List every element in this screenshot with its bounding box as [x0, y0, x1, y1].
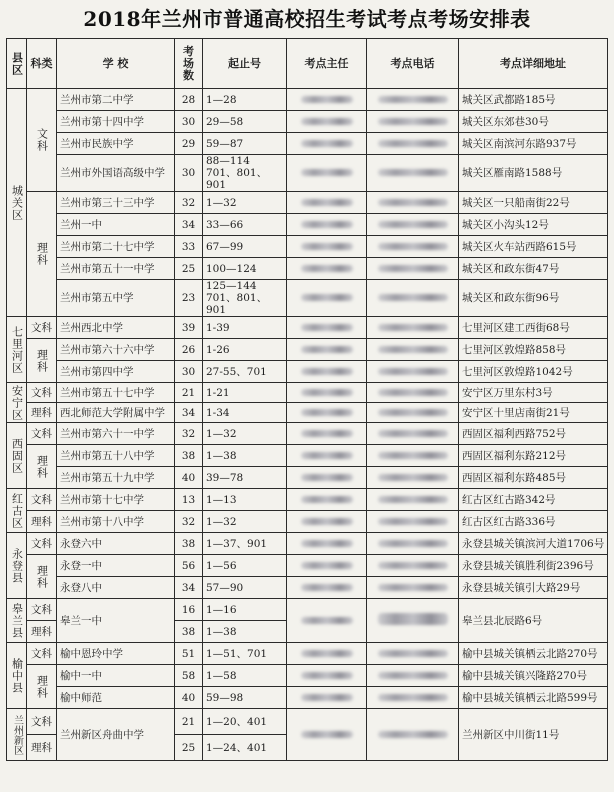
phone-cell — [367, 511, 459, 533]
redacted-phone — [378, 613, 448, 625]
header-row — [7, 39, 608, 89]
redacted-phone — [378, 199, 448, 206]
redacted-phone — [378, 518, 448, 525]
director-cell — [287, 361, 367, 383]
phone-cell — [367, 709, 459, 761]
address-cell: 西固区福利东路485号 — [459, 467, 608, 489]
redacted-director — [301, 96, 353, 103]
director-cell — [287, 383, 367, 403]
address-cell: 七里河区敦煌路1042号 — [459, 361, 608, 383]
county-cell: 榆中县 — [7, 643, 27, 709]
address-cell: 兰州新区中川街11号 — [459, 709, 608, 761]
table-row — [7, 280, 608, 317]
address-cell: 榆中县城关镇栖云北路270号 — [459, 643, 608, 665]
director-cell — [287, 445, 367, 467]
table-row — [7, 339, 608, 361]
rooms-cell: 34 — [175, 577, 203, 599]
director-cell — [287, 423, 367, 445]
school-cell: 兰州市第四中学 — [57, 361, 175, 383]
director-cell — [287, 511, 367, 533]
school-cell: 榆中师范 — [57, 687, 175, 709]
subject-cell: 文科 — [27, 89, 57, 192]
rooms-cell: 40 — [175, 687, 203, 709]
rooms-cell: 30 — [175, 361, 203, 383]
redacted-phone — [378, 265, 448, 272]
redacted-phone — [378, 650, 448, 657]
school-cell: 榆中恩玲中学 — [57, 643, 175, 665]
redacted-director — [301, 118, 353, 125]
director-cell — [287, 555, 367, 577]
phone-cell — [367, 533, 459, 555]
director-cell — [287, 403, 367, 423]
redacted-phone — [378, 731, 448, 738]
redacted-phone — [378, 474, 448, 481]
range-cell: 67—99 — [203, 236, 287, 258]
address-cell: 城关区东郊巷30号 — [459, 111, 608, 133]
school-cell: 兰州一中 — [57, 214, 175, 236]
range-cell: 29—58 — [203, 111, 287, 133]
subject-cell: 理科 — [27, 445, 57, 489]
county-cell: 皋兰县 — [7, 599, 27, 643]
rooms-cell: 38 — [175, 445, 203, 467]
county-cell: 西固区 — [7, 423, 27, 489]
rooms-cell: 51 — [175, 643, 203, 665]
school-cell: 兰州市第五十九中学 — [57, 467, 175, 489]
range-cell: 27-55、701 — [203, 361, 287, 383]
range-cell: 1—24、401 — [203, 735, 287, 761]
range-cell: 1—16 — [203, 599, 287, 621]
school-cell: 兰州市第五十八中学 — [57, 445, 175, 467]
school-cell: 兰州市第二十七中学 — [57, 236, 175, 258]
range-cell: 57—90 — [203, 577, 287, 599]
redacted-director — [301, 518, 353, 525]
rooms-cell: 34 — [175, 214, 203, 236]
redacted-phone — [378, 540, 448, 547]
redacted-director — [301, 243, 353, 250]
address-cell: 红古区红古路342号 — [459, 489, 608, 511]
table-row — [7, 214, 608, 236]
school-cell: 兰州市第五十七中学 — [57, 383, 175, 403]
header-range: 起止号 — [203, 39, 287, 89]
range-cell: 1—32 — [203, 192, 287, 214]
redacted-director — [301, 540, 353, 547]
redacted-director — [301, 617, 353, 624]
phone-cell — [367, 643, 459, 665]
phone-cell — [367, 361, 459, 383]
header-school: 学 校 — [57, 39, 175, 89]
redacted-director — [301, 199, 353, 206]
redacted-phone — [378, 452, 448, 459]
rooms-cell: 28 — [175, 89, 203, 111]
phone-cell — [367, 89, 459, 111]
header-director: 考点主任 — [287, 39, 367, 89]
table-row — [7, 665, 608, 687]
phone-cell — [367, 445, 459, 467]
school-cell: 兰州西北中学 — [57, 317, 175, 339]
table-row — [7, 155, 608, 192]
range-cell: 39—78 — [203, 467, 287, 489]
range-cell: 1—38 — [203, 445, 287, 467]
phone-cell — [367, 687, 459, 709]
address-cell: 城关区一只船南街22号 — [459, 192, 608, 214]
address-cell: 七里河区敦煌路858号 — [459, 339, 608, 361]
redacted-phone — [378, 694, 448, 701]
range-cell: 59—98 — [203, 687, 287, 709]
range-cell: 1-26 — [203, 339, 287, 361]
phone-cell — [367, 214, 459, 236]
redacted-director — [301, 430, 353, 437]
range-cell: 125—144 701、801、901 — [203, 280, 287, 317]
subject-cell: 理科 — [27, 621, 57, 643]
address-cell: 红古区红古路336号 — [459, 511, 608, 533]
phone-cell — [367, 599, 459, 643]
subject-cell: 理科 — [27, 403, 57, 423]
rooms-cell: 33 — [175, 236, 203, 258]
school-cell: 兰州市第三十三中学 — [57, 192, 175, 214]
address-cell: 城关区武都路185号 — [459, 89, 608, 111]
redacted-director — [301, 368, 353, 375]
table-row — [7, 555, 608, 577]
rooms-cell: 32 — [175, 511, 203, 533]
phone-cell — [367, 403, 459, 423]
rooms-cell: 21 — [175, 383, 203, 403]
range-cell: 1-21 — [203, 383, 287, 403]
phone-cell — [367, 383, 459, 403]
rooms-cell: 21 — [175, 709, 203, 735]
school-cell: 兰州市第六十六中学 — [57, 339, 175, 361]
redacted-director — [301, 650, 353, 657]
phone-cell — [367, 555, 459, 577]
range-cell: 1—38 — [203, 621, 287, 643]
redacted-phone — [378, 409, 448, 416]
director-cell — [287, 89, 367, 111]
redacted-director — [301, 584, 353, 591]
school-cell: 兰州市第十四中学 — [57, 111, 175, 133]
director-cell — [287, 155, 367, 192]
subject-cell: 文科 — [27, 423, 57, 445]
director-cell — [287, 317, 367, 339]
school-cell: 兰州市第六十一中学 — [57, 423, 175, 445]
phone-cell — [367, 280, 459, 317]
address-cell: 西固区福利东路212号 — [459, 445, 608, 467]
header-address: 考点详细地址 — [459, 39, 608, 89]
redacted-director — [301, 221, 353, 228]
redacted-phone — [378, 118, 448, 125]
range-cell: 59—87 — [203, 133, 287, 155]
redacted-director — [301, 731, 353, 738]
table-row — [7, 687, 608, 709]
header-rooms: 考场数 — [175, 39, 203, 89]
redacted-phone — [378, 221, 448, 228]
redacted-director — [301, 169, 353, 176]
county-cell: 安宁区 — [7, 383, 27, 423]
redacted-director — [301, 346, 353, 353]
table-row — [7, 445, 608, 467]
redacted-phone — [378, 294, 448, 301]
redacted-director — [301, 496, 353, 503]
school-cell: 兰州新区舟曲中学 — [57, 709, 175, 761]
county-cell: 城关区 — [7, 89, 27, 317]
address-cell: 永登县城关镇滨河大道1706号 — [459, 533, 608, 555]
director-cell — [287, 599, 367, 643]
redacted-phone — [378, 562, 448, 569]
table-row — [7, 361, 608, 383]
redacted-director — [301, 452, 353, 459]
table-row — [7, 192, 608, 214]
table-row — [7, 599, 608, 621]
phone-cell — [367, 423, 459, 445]
rooms-cell: 32 — [175, 192, 203, 214]
redacted-phone — [378, 389, 448, 396]
table-row — [7, 577, 608, 599]
range-cell: 1—37、901 — [203, 533, 287, 555]
school-cell: 兰州市第十八中学 — [57, 511, 175, 533]
redacted-phone — [378, 169, 448, 176]
school-cell: 榆中一中 — [57, 665, 175, 687]
school-cell: 永登六中 — [57, 533, 175, 555]
redacted-phone — [378, 346, 448, 353]
range-cell: 1—56 — [203, 555, 287, 577]
director-cell — [287, 709, 367, 761]
subject-cell: 理科 — [27, 192, 57, 317]
redacted-phone — [378, 430, 448, 437]
address-cell: 永登县城关镇引大路29号 — [459, 577, 608, 599]
redacted-director — [301, 672, 353, 679]
range-cell: 1—32 — [203, 423, 287, 445]
director-cell — [287, 533, 367, 555]
redacted-phone — [378, 584, 448, 591]
phone-cell — [367, 192, 459, 214]
subject-cell: 理科 — [27, 555, 57, 599]
table-row — [7, 709, 608, 735]
address-cell: 城关区和政东街96号 — [459, 280, 608, 317]
table-row — [7, 258, 608, 280]
phone-cell — [367, 155, 459, 192]
redacted-phone — [378, 96, 448, 103]
subject-cell: 理科 — [27, 511, 57, 533]
address-cell: 西固区福利西路752号 — [459, 423, 608, 445]
phone-cell — [367, 467, 459, 489]
director-cell — [287, 192, 367, 214]
page-title: 2018年兰州市普通高校招生考试考点考场安排表 — [83, 7, 531, 31]
school-cell: 兰州市第五十一中学 — [57, 258, 175, 280]
county-cell: 兰州新区 — [7, 709, 27, 761]
director-cell — [287, 339, 367, 361]
subject-cell: 文科 — [27, 533, 57, 555]
redacted-director — [301, 389, 353, 396]
subject-cell: 文科 — [27, 489, 57, 511]
range-cell: 100—124 — [203, 258, 287, 280]
range-cell: 1—51、701 — [203, 643, 287, 665]
table-row — [7, 111, 608, 133]
phone-cell — [367, 317, 459, 339]
range-cell: 1—32 — [203, 511, 287, 533]
subject-cell: 理科 — [27, 735, 57, 761]
school-cell: 兰州市民族中学 — [57, 133, 175, 155]
subject-cell: 文科 — [27, 317, 57, 339]
rooms-cell: 40 — [175, 467, 203, 489]
school-cell: 永登八中 — [57, 577, 175, 599]
redacted-director — [301, 694, 353, 701]
range-cell: 1—13 — [203, 489, 287, 511]
county-cell: 红古区 — [7, 489, 27, 533]
rooms-cell: 30 — [175, 111, 203, 133]
table-row — [7, 423, 608, 445]
school-cell: 兰州市第十七中学 — [57, 489, 175, 511]
rooms-cell: 23 — [175, 280, 203, 317]
rooms-cell: 25 — [175, 258, 203, 280]
director-cell — [287, 665, 367, 687]
redacted-phone — [378, 368, 448, 375]
school-cell: 兰州市第二中学 — [57, 89, 175, 111]
director-cell — [287, 258, 367, 280]
subject-cell: 理科 — [27, 665, 57, 709]
phone-cell — [367, 665, 459, 687]
director-cell — [287, 111, 367, 133]
header-phone: 考点电话 — [367, 39, 459, 89]
subject-cell: 文科 — [27, 643, 57, 665]
rooms-cell: 58 — [175, 665, 203, 687]
range-cell: 1—20、401 — [203, 709, 287, 735]
table-row — [7, 236, 608, 258]
director-cell — [287, 489, 367, 511]
range-cell: 33—66 — [203, 214, 287, 236]
address-cell: 城关区火车站西路615号 — [459, 236, 608, 258]
rooms-cell: 32 — [175, 423, 203, 445]
county-cell: 永登县 — [7, 533, 27, 599]
rooms-cell: 38 — [175, 533, 203, 555]
phone-cell — [367, 339, 459, 361]
redacted-director — [301, 474, 353, 481]
director-cell — [287, 643, 367, 665]
address-cell: 皋兰县北辰路6号 — [459, 599, 608, 643]
table-row — [7, 317, 608, 339]
phone-cell — [367, 111, 459, 133]
director-cell — [287, 133, 367, 155]
table-row — [7, 489, 608, 511]
address-cell: 城关区雁南路1588号 — [459, 155, 608, 192]
table-row — [7, 533, 608, 555]
rooms-cell: 26 — [175, 339, 203, 361]
table-row — [7, 403, 608, 423]
school-cell: 永登一中 — [57, 555, 175, 577]
table-row — [7, 133, 608, 155]
table-row — [7, 383, 608, 403]
rooms-cell: 29 — [175, 133, 203, 155]
phone-cell — [367, 489, 459, 511]
rooms-cell: 39 — [175, 317, 203, 339]
redacted-phone — [378, 672, 448, 679]
subject-cell: 文科 — [27, 383, 57, 403]
redacted-director — [301, 140, 353, 147]
rooms-cell: 13 — [175, 489, 203, 511]
table-row — [7, 467, 608, 489]
rooms-cell: 56 — [175, 555, 203, 577]
county-cell: 七里河区 — [7, 317, 27, 383]
address-cell: 永登县城关镇胜利街2396号 — [459, 555, 608, 577]
school-cell: 兰州市外国语高级中学 — [57, 155, 175, 192]
header-subject: 科类 — [27, 39, 57, 89]
redacted-director — [301, 265, 353, 272]
phone-cell — [367, 258, 459, 280]
redacted-phone — [378, 140, 448, 147]
address-cell: 七里河区建工西街68号 — [459, 317, 608, 339]
redacted-director — [301, 562, 353, 569]
rooms-cell: 25 — [175, 735, 203, 761]
range-cell: 1-39 — [203, 317, 287, 339]
table-row — [7, 643, 608, 665]
table-row — [7, 511, 608, 533]
director-cell — [287, 280, 367, 317]
redacted-phone — [378, 324, 448, 331]
redacted-phone — [378, 496, 448, 503]
header-county: 县区 — [7, 39, 27, 89]
range-cell: 1-34 — [203, 403, 287, 423]
address-cell: 安宁区万里东村3号 — [459, 383, 608, 403]
rooms-cell: 34 — [175, 403, 203, 423]
address-cell: 榆中县城关镇兴隆路270号 — [459, 665, 608, 687]
rooms-cell: 38 — [175, 621, 203, 643]
exam-site-table — [6, 38, 608, 761]
address-cell: 城关区和政东街47号 — [459, 258, 608, 280]
rooms-cell: 30 — [175, 155, 203, 192]
range-cell: 1—28 — [203, 89, 287, 111]
director-cell — [287, 214, 367, 236]
subject-cell: 文科 — [27, 599, 57, 621]
school-cell: 兰州市第五中学 — [57, 280, 175, 317]
director-cell — [287, 577, 367, 599]
director-cell — [287, 467, 367, 489]
address-cell: 城关区南滨河东路937号 — [459, 133, 608, 155]
range-cell: 88—114 701、801、901 — [203, 155, 287, 192]
redacted-phone — [378, 243, 448, 250]
address-cell: 榆中县城关镇栖云北路599号 — [459, 687, 608, 709]
phone-cell — [367, 236, 459, 258]
address-cell: 城关区小沟头12号 — [459, 214, 608, 236]
school-cell: 西北师范大学附属中学 — [57, 403, 175, 423]
rooms-cell: 16 — [175, 599, 203, 621]
redacted-director — [301, 294, 353, 301]
address-cell: 安宁区十里店南街21号 — [459, 403, 608, 423]
director-cell — [287, 236, 367, 258]
range-cell: 1—58 — [203, 665, 287, 687]
redacted-director — [301, 324, 353, 331]
subject-cell: 文科 — [27, 709, 57, 735]
phone-cell — [367, 577, 459, 599]
school-cell: 皋兰一中 — [57, 599, 175, 643]
director-cell — [287, 687, 367, 709]
redacted-director — [301, 409, 353, 416]
subject-cell: 理科 — [27, 339, 57, 383]
table-row — [7, 89, 608, 111]
phone-cell — [367, 133, 459, 155]
